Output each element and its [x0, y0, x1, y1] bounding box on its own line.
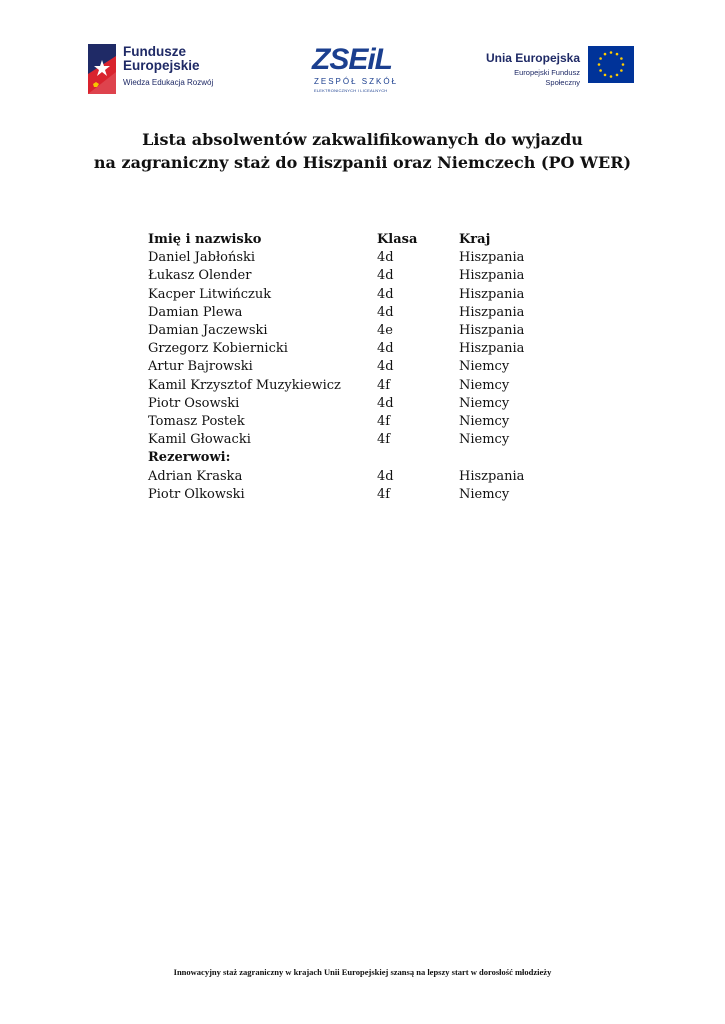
- unia-europejska-logo: [483, 46, 643, 88]
- cell-class: 4d: [377, 395, 394, 411]
- cell-name: Kamil Krzysztof Muzykiewicz: [148, 377, 341, 393]
- zseil-logo-line2: ELEKTRONICZNYCH I LICEALNYCH: [314, 88, 388, 93]
- cell-name: Piotr Olkowski: [148, 486, 245, 502]
- cell-country: Niemcy: [459, 413, 510, 429]
- table-row: [144, 467, 549, 485]
- cell-country: Niemcy: [459, 395, 510, 411]
- eu-flag-icon: [588, 46, 634, 83]
- table-row: [144, 486, 549, 504]
- cell-name: Daniel Jabłoński: [148, 250, 256, 266]
- cell-name: Piotr Osowski: [148, 395, 240, 411]
- cell-country: Niemcy: [459, 359, 510, 375]
- zseil-logo-line1: ZESPÓŁ SZKÓŁ: [314, 77, 399, 86]
- cell-country: Hiszpania: [459, 468, 525, 484]
- title-line-1: Lista absolwentów zakwalifikowanych do wyjazdu: [142, 130, 583, 149]
- table-row: [144, 413, 549, 431]
- column-header-name: Imię i nazwisko: [148, 232, 262, 248]
- fundusze-europejskie-flag-icon: [88, 44, 116, 94]
- table-row: [144, 304, 549, 322]
- cell-name: Tomasz Postek: [148, 413, 245, 429]
- cell-country: Hiszpania: [459, 268, 525, 284]
- fundusze-europejskie-logo: [88, 44, 228, 96]
- table-row: [144, 358, 549, 376]
- cell-class: 4f: [377, 432, 391, 448]
- cell-name: Grzegorz Kobiernicki: [148, 341, 288, 357]
- cell-class: 4e: [377, 323, 393, 339]
- zseil-logo-word: ZSEiL: [312, 43, 393, 76]
- cell-class: 4d: [377, 341, 394, 357]
- cell-country: Hiszpania: [459, 286, 525, 302]
- table-row: [144, 431, 549, 449]
- cell-class: 4f: [377, 413, 391, 429]
- table-row: [144, 377, 549, 395]
- cell-class: 4d: [377, 468, 394, 484]
- table-row: [144, 286, 549, 304]
- cell-class: 4d: [377, 304, 394, 320]
- page-footer: Innowacyjny staż zagraniczny w krajach Unii Europejskiej szansą na lepszy start w dorosłość młodzieży: [173, 967, 552, 977]
- ue-logo-line1: Unia Europejska: [485, 51, 580, 65]
- column-header-class: Klasa: [377, 232, 418, 248]
- table-header-row: [144, 231, 549, 249]
- column-header-country: Kraj: [459, 232, 491, 248]
- cell-class: 4d: [377, 359, 394, 375]
- cell-name: Damian Plewa: [148, 304, 243, 320]
- cell-country: Niemcy: [459, 377, 510, 393]
- table-row: [144, 395, 549, 413]
- cell-name: Adrian Kraska: [148, 468, 243, 484]
- cell-name: Damian Jaczewski: [148, 323, 268, 339]
- cell-class: 4d: [377, 286, 394, 302]
- cell-class: 4d: [377, 268, 394, 284]
- reserve-heading-row: [144, 449, 549, 467]
- fe-logo-line1: Fundusze: [123, 44, 186, 59]
- cell-name: Artur Bajrowski: [148, 359, 253, 375]
- fe-logo-line2: Europejskie: [123, 58, 200, 73]
- zseil-school-logo: [312, 44, 402, 100]
- fe-logo-line3: Wiedza Edukacja Rozwój: [123, 78, 214, 87]
- graduates-table: [144, 231, 549, 504]
- table-row: [144, 340, 549, 358]
- table-row: [144, 267, 549, 285]
- cell-country: Hiszpania: [459, 323, 525, 339]
- cell-name: Kacper Litwińczuk: [148, 286, 272, 302]
- ue-logo-line2: Europejski Fundusz Społeczny: [514, 68, 580, 87]
- cell-name: Kamil Głowacki: [148, 432, 251, 448]
- cell-class: 4f: [377, 486, 391, 502]
- document-title: [0, 128, 725, 174]
- cell-class: 4d: [377, 250, 394, 266]
- cell-name: Łukasz Olender: [148, 268, 252, 284]
- table-row: [144, 322, 549, 340]
- cell-country: Niemcy: [459, 432, 510, 448]
- reserve-heading: Rezerwowi:: [148, 450, 231, 466]
- cell-class: 4f: [377, 377, 391, 393]
- cell-country: Hiszpania: [459, 304, 525, 320]
- cell-country: Hiszpania: [459, 250, 525, 266]
- title-line-2: na zagraniczny staż do Hiszpanii oraz Niemczech (PO WER): [93, 153, 632, 172]
- cell-country: Niemcy: [459, 486, 510, 502]
- table-row: [144, 249, 549, 267]
- cell-country: Hiszpania: [459, 341, 525, 357]
